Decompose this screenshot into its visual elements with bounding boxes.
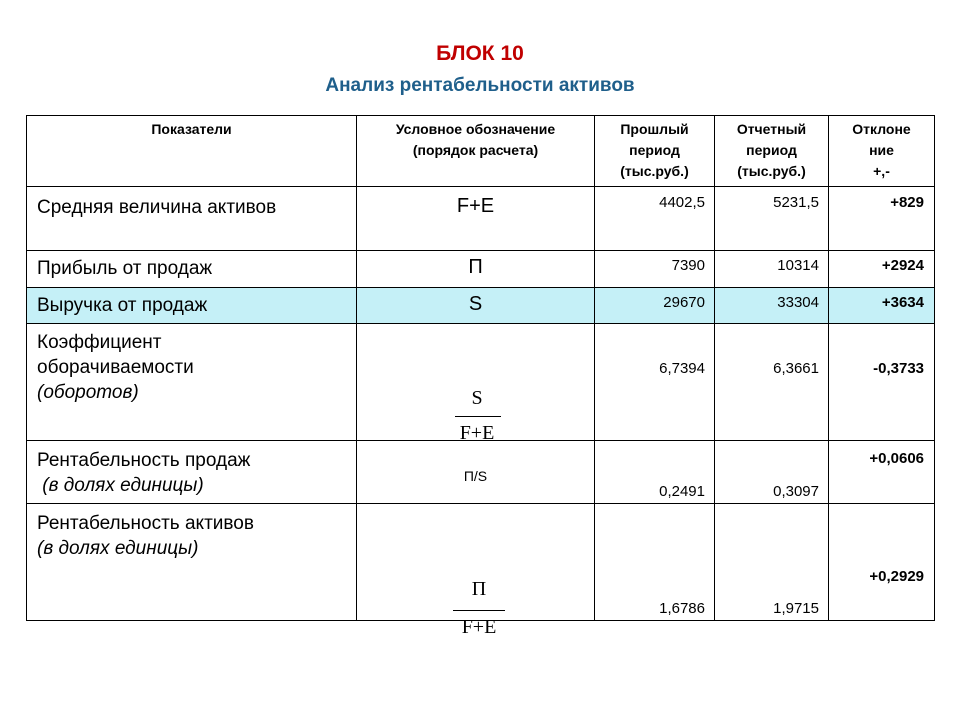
symbol-cell: П/S xyxy=(463,468,488,484)
indicator-average-assets: Средняя величина активов xyxy=(37,197,277,218)
row-divider xyxy=(26,287,935,288)
formula-fraction xyxy=(448,578,510,639)
header-prev-line1: Прошлый xyxy=(620,121,689,137)
prev-value: 29670 xyxy=(663,294,705,311)
indicator-line2: оборачиваемости xyxy=(37,357,194,378)
prev-value: 7390 xyxy=(671,257,705,274)
prev-value: 0,2491 xyxy=(659,483,705,500)
fraction-numerator: S xyxy=(471,387,483,409)
symbol-cell: F+E xyxy=(456,195,495,217)
deviation-value: +0,2929 xyxy=(869,568,924,585)
indicator-sales-profit: Прибыль от продаж xyxy=(37,258,213,279)
curr-value: 6,3661 xyxy=(773,360,819,377)
header-dev-line3: +,- xyxy=(873,163,890,179)
header-deviation xyxy=(829,119,934,182)
indicator-line2: (в долях единицы) xyxy=(37,475,204,496)
deviation-value: +829 xyxy=(890,194,924,211)
column-divider xyxy=(26,115,27,621)
indicator-line2: (в долях единицы) xyxy=(37,538,199,559)
indicator-turnover-ratio xyxy=(37,330,194,405)
row-divider xyxy=(26,186,935,187)
header-symbol xyxy=(357,119,594,161)
fraction-numerator: П xyxy=(471,578,487,600)
prev-value: 1,6786 xyxy=(659,600,705,617)
indicator-assets-profitability xyxy=(37,511,254,561)
curr-value: 5231,5 xyxy=(773,194,819,211)
deviation-value: +2924 xyxy=(881,257,924,274)
block-subtitle: Анализ рентабельности активов xyxy=(325,75,635,96)
header-symbol-line1: Условное обозначение xyxy=(395,121,556,137)
fraction-denominator: F+E xyxy=(461,616,497,638)
fraction-bar xyxy=(453,610,505,611)
indicator-sales-revenue: Выручка от продаж xyxy=(37,295,208,316)
header-dev-line1: Отклоне xyxy=(852,121,911,137)
header-indicator: Показатели xyxy=(151,121,232,137)
indicator-sales-profitability xyxy=(37,448,250,498)
header-previous-period xyxy=(595,119,714,182)
fraction-bar xyxy=(455,416,501,417)
row-divider xyxy=(26,250,935,251)
header-dev-line2: ние xyxy=(869,142,894,158)
curr-value: 33304 xyxy=(777,294,819,311)
row-divider xyxy=(26,503,935,504)
block-title: БЛОК 10 xyxy=(436,42,524,65)
indicator-line3: (оборотов) xyxy=(37,382,139,403)
header-prev-line3: (тыс.руб.) xyxy=(620,163,689,179)
column-divider xyxy=(934,115,935,621)
indicator-line1: Рентабельность активов xyxy=(37,513,254,534)
header-current-period xyxy=(715,119,828,182)
indicator-line1: Коэффициент xyxy=(37,332,162,353)
deviation-value: +0,0606 xyxy=(869,450,924,467)
prev-value: 4402,5 xyxy=(659,194,705,211)
header-curr-line1: Отчетный xyxy=(736,121,807,137)
header-prev-line2: период xyxy=(629,142,680,158)
curr-value: 1,9715 xyxy=(773,600,819,617)
curr-value: 0,3097 xyxy=(773,483,819,500)
header-symbol-line2: (порядок расчета) xyxy=(412,142,539,158)
indicator-line1: Рентабельность продаж xyxy=(37,450,251,471)
column-divider xyxy=(356,115,357,621)
table-border-top xyxy=(26,115,935,116)
header-curr-line2: период xyxy=(746,142,797,158)
deviation-value: +3634 xyxy=(881,294,924,311)
symbol-cell: П xyxy=(468,256,483,278)
header-curr-line3: (тыс.руб.) xyxy=(737,163,806,179)
fraction-denominator: F+E xyxy=(459,422,495,444)
row-divider xyxy=(26,323,935,324)
curr-value: 10314 xyxy=(777,257,819,274)
symbol-cell: S xyxy=(468,293,483,315)
prev-value: 6,7394 xyxy=(659,360,705,377)
formula-fraction xyxy=(447,387,507,445)
deviation-value: -0,3733 xyxy=(873,360,924,377)
